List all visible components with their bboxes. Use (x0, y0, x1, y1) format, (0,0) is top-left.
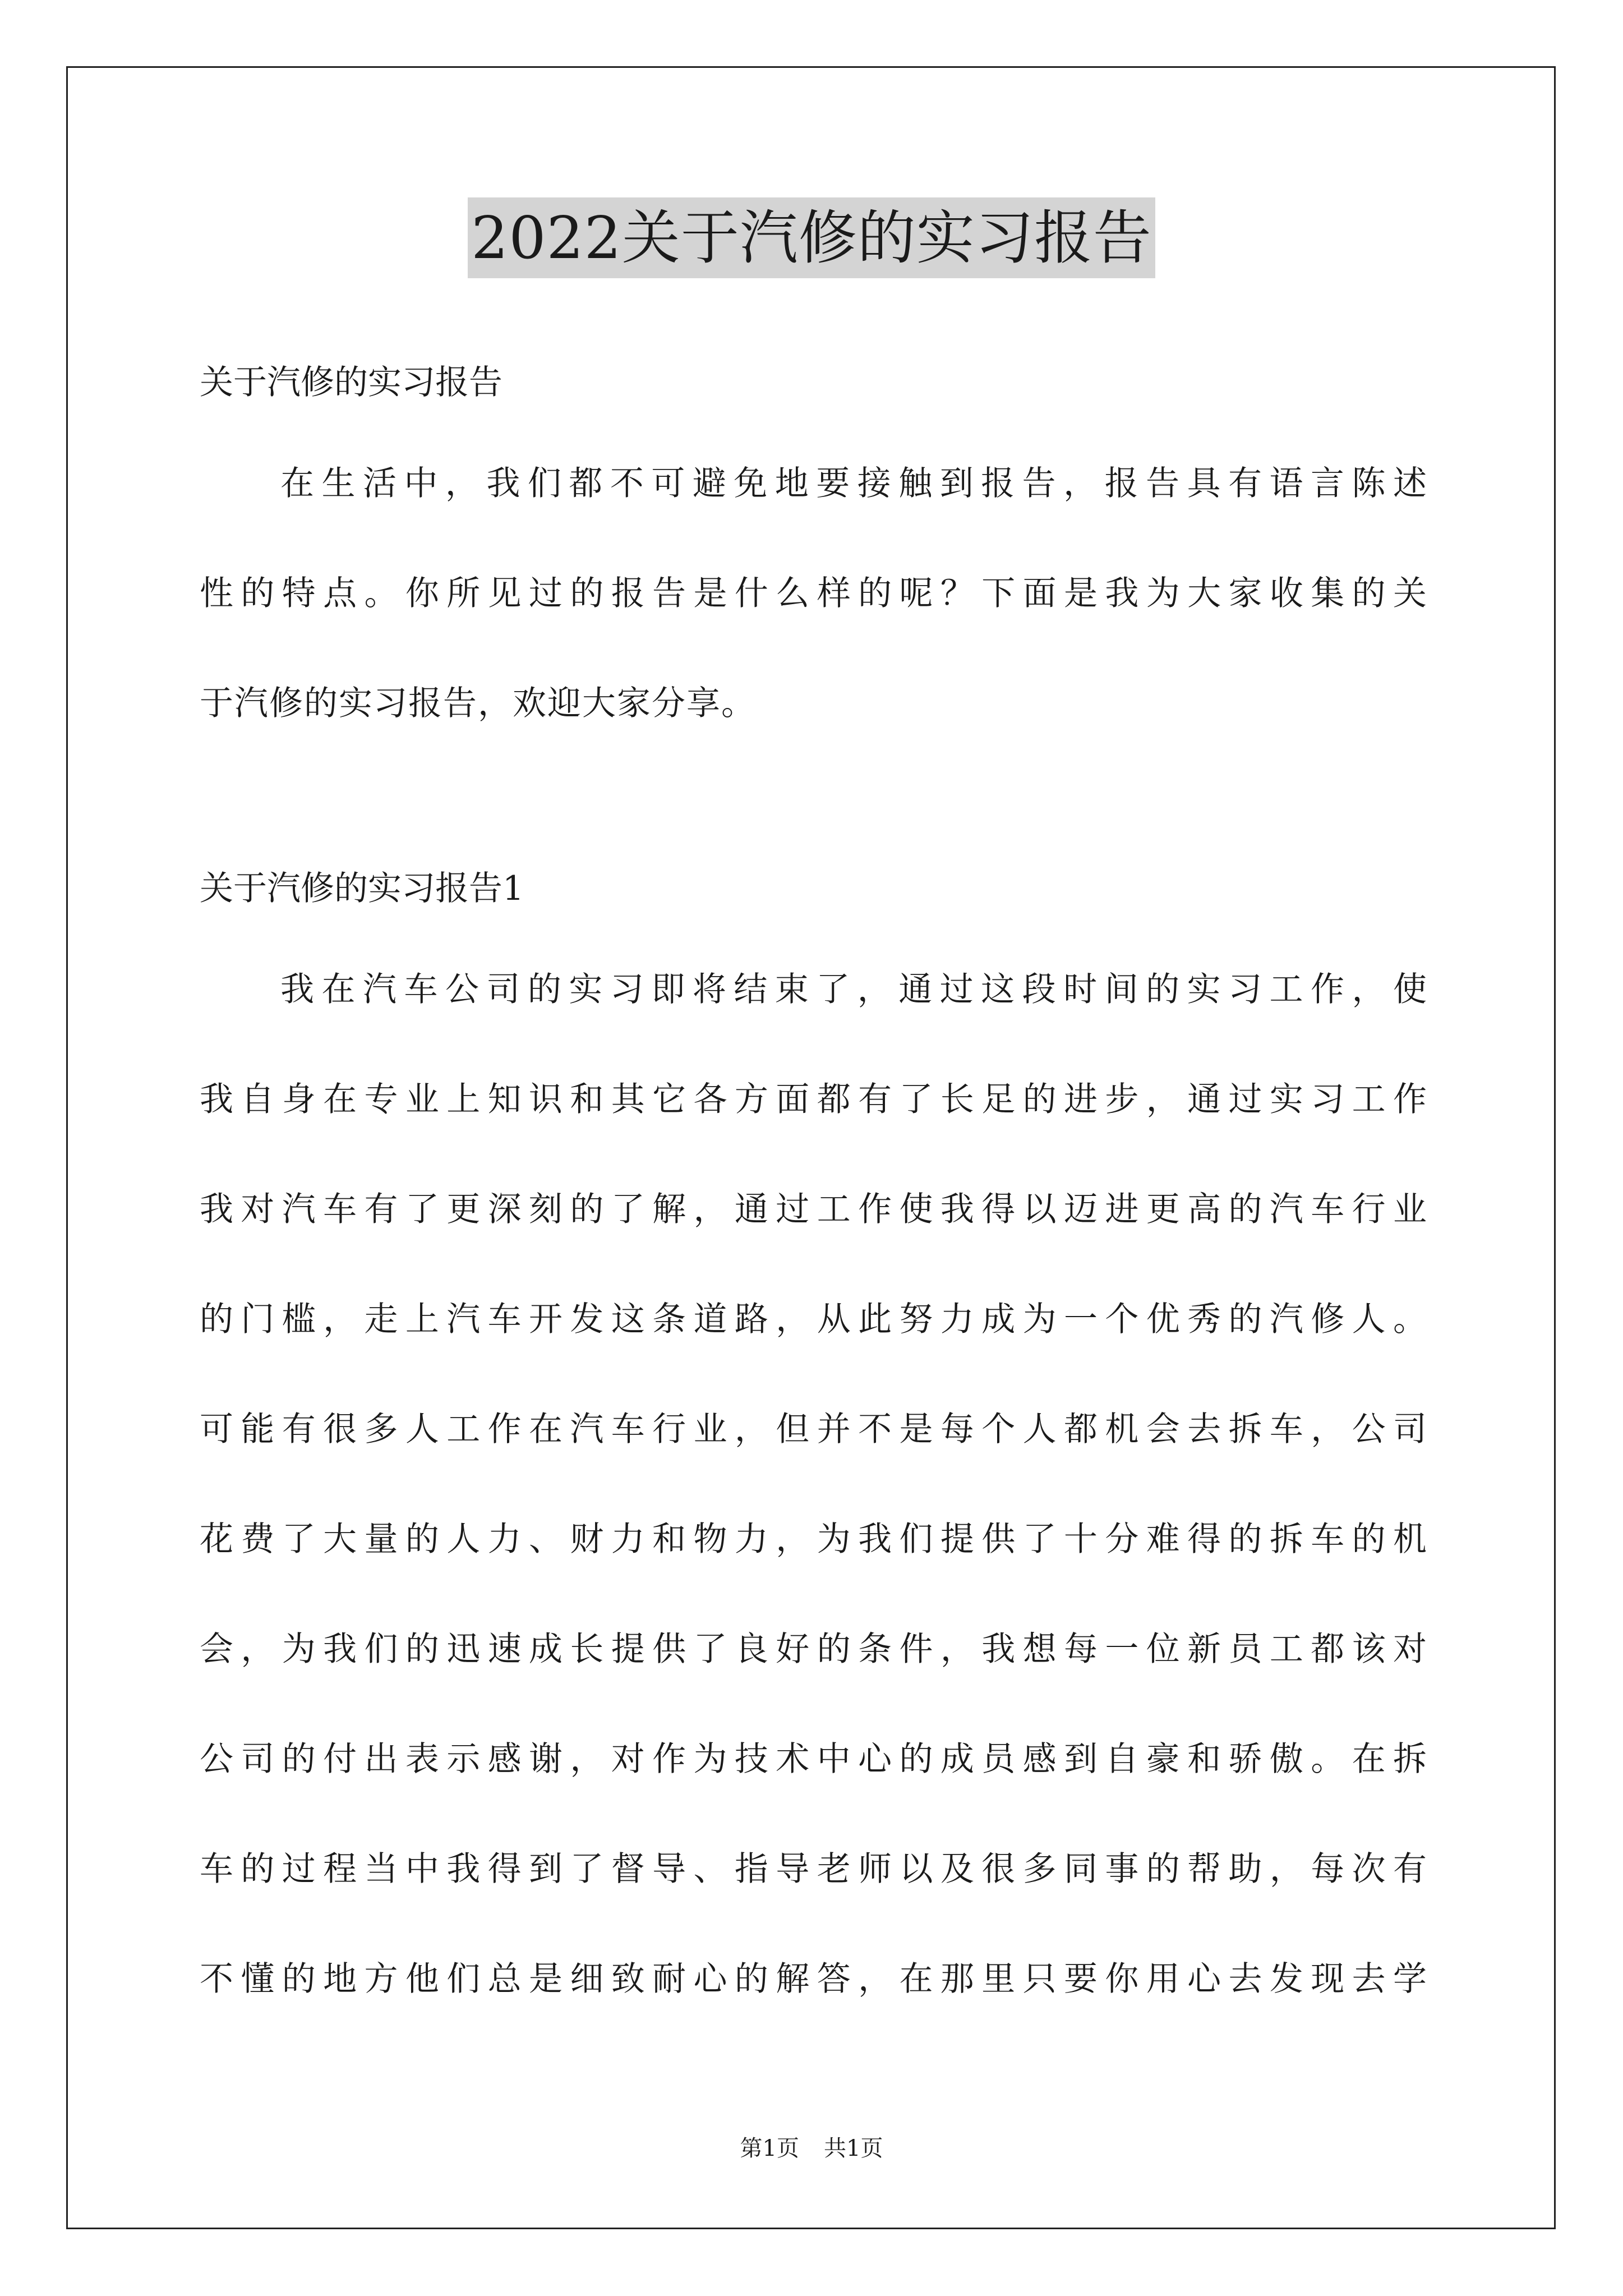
intro-line: 在生活中，我们都不可避免地要接触到报告，报告具有语言陈述 (280, 464, 1428, 503)
body-line: 车的过程当中我得到了督导、指导老师以及很多同事的帮助，每次有 (200, 1849, 1428, 1889)
document-body (200, 337, 1428, 2034)
title-container (0, 197, 1623, 278)
page-total: 共1页 (824, 2136, 883, 2161)
body-line: 的门槛，走上汽车开发这条道路，从此努力成为一个优秀的汽修人。 (200, 1300, 1428, 1339)
body-line: 我对汽车有了更深刻的了解，通过工作使我得以迈进更高的汽车行业 (200, 1190, 1428, 1229)
body-line: 可能有很多人工作在汽车行业，但并不是每个人都机会去拆车，公司 (200, 1410, 1428, 1449)
body-line: 我在汽车公司的实习即将结束了，通过这段时间的实习工作，使 (280, 970, 1428, 1009)
body-line: 公司的付出表示感谢，对作为技术中心的成员感到自豪和骄傲。在拆 (200, 1740, 1428, 1779)
intro-paragraph (200, 429, 1428, 758)
body-line: 会，为我们的迅速成长提供了良好的条件，我想每一位新员工都该对 (200, 1630, 1428, 1669)
body-line: 不懂的地方他们总是细致耐心的解答，在那里只要你用心去发现去学 (200, 1959, 1428, 1999)
page-footer (0, 2132, 1623, 2165)
intro-line: 性的特点。你所见过的报告是什么样的呢？下面是我为大家收集的关 (200, 574, 1428, 613)
body-line: 花费了大量的人力、财力和物力，为我们提供了十分难得的拆车的机 (200, 1520, 1428, 1559)
intro-line: 于汽修的实习报告，欢迎大家分享。 (200, 684, 756, 723)
subtitle: 关于汽修的实习报告 (200, 363, 502, 402)
document-title: 2022关于汽修的实习报告 (468, 197, 1155, 278)
body-paragraph (200, 935, 1428, 2034)
page-number: 第1页 (740, 2136, 799, 2161)
section-heading: 关于汽修的实习报告1 (200, 869, 524, 908)
body-line: 我自身在专业上知识和其它各方面都有了长足的进步，通过实习工作 (200, 1080, 1428, 1119)
paragraph-gap (200, 758, 1428, 843)
